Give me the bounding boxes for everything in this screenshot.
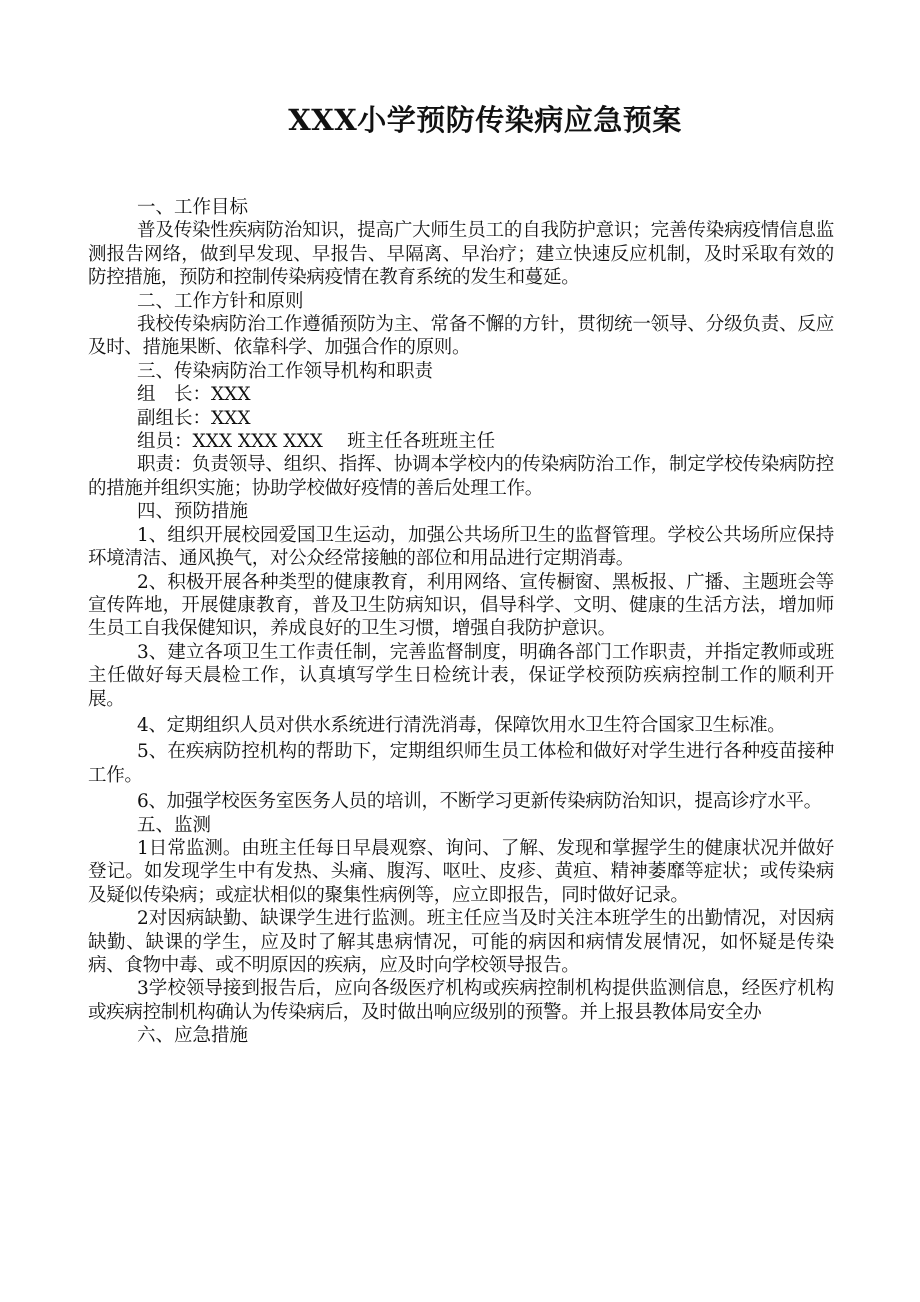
section-heading-goals: 一、工作目标 — [137, 197, 249, 218]
section-heading-emergency: 六、应急措施 — [137, 1025, 249, 1047]
paragraph-principles: 我校传染病防治工作遵循预防为主、常备不懈的方针，贯彻统一领导、分级负责、反应及时、措施果断、依靠科学、加强合作的原则。 — [88, 314, 834, 359]
section-heading-prevention: 四、预防措施 — [137, 501, 249, 523]
section-heading-leadership: 三、传染病防治工作领导机构和职责 — [137, 360, 434, 382]
prevention-item-2: 2、积极开展各种类型的健康教育，利用网络、宣传橱窗、黑板报、广播、主题班会等宣传阵地，开展健康教育，普及卫生防病知识，倡导科学、文明、健康的生活方法，增加师生员工自我保健知识，养成良好的卫生习惯，增强自我防护意识。 — [88, 571, 834, 640]
deputy-leader-line: 副组长：XXX — [137, 407, 251, 429]
prevention-item-6: 6、加强学校医务室医务人员的培训，不断学习更新传染病防治知识，提高诊疗水平。 — [137, 791, 822, 813]
prevention-item-1: 1、组织开展校园爱国卫生运动，加强公共场所卫生的监督管理。学校公共场所应保持环境清洁、通风换气，对公众经常接触的部位和用品进行定期消毒。 — [88, 524, 834, 570]
leader-line: 组 长：XXX — [137, 384, 251, 406]
monitoring-item-1: 1日常监测。由班主任每日早晨观察、询问、了解、发现和掌握学生的健康状况并做好登记。如发现学生中有发热、头痛、腹泻、呕吐、皮疹、黄疸、精神萎靡等症状；或传染病及疑似传染病；或症状相似的聚集性病例等，应立即报告，同时做好记录。 — [88, 837, 834, 906]
section-heading-monitoring: 五、监测 — [137, 814, 212, 836]
document-body — [88, 196, 834, 1048]
monitoring-item-3: 3学校领导接到报告后，应向各级医疗机构或疾病控制机构提供监测信息，经医疗机构或疾病控制机构确认为传染病后，及时做出响应级别的预警。并上报县教体局安全办 — [88, 978, 834, 1023]
document-title: XXX小学预防传染病应急预案 — [288, 103, 682, 137]
prevention-item-4: 4、定期组织人员对供水系统进行清洗消毒，保障饮用水卫生符合国家卫生标准。 — [137, 714, 786, 736]
prevention-item-3: 3、建立各项卫生工作责任制，完善监督制度，明确各部门工作职责，并指定教师或班主任做好每天晨检工作，认真填写学生日检统计表，保证学校预防疾病控制工作的顺利开展。 — [88, 641, 834, 710]
prevention-item-5: 5、在疾病防控机构的帮助下，定期组织师生员工体检和做好对学生进行各种疫苗接种工作。 — [88, 741, 834, 786]
monitoring-item-2: 2对因病缺勤、缺课学生进行监测。班主任应当及时关注本班学生的出勤情况，对因病缺勤、缺课的学生，应及时了解其患病情况，可能的病因和病情发展情况，如怀疑是传染病、食物中毒、或不明原因的疾病，应及时向学校领导报告。 — [88, 908, 834, 976]
duties-paragraph: 职责：负责领导、组织、指挥、协调本学校内的传染病防治工作，制定学校传染病防控的措施并组织实施；协助学校做好疫情的善后处理工作。 — [88, 454, 834, 499]
members-line: 组员：XXX XXX XXX 班主任各班班主任 — [137, 431, 496, 453]
section-heading-principles: 二、工作方针和原则 — [137, 290, 304, 312]
paragraph-goals: 普及传染性疾病防治知识，提高广大师生员工的自我防护意识；完善传染病疫情信息监测报告网络，做到早发现、早报告、早隔离、早治疗；建立快速反应机制，及时采取有效的防控措施，预防和控制传染病疫情在教育系统的发生和蔓延。 — [88, 220, 834, 289]
